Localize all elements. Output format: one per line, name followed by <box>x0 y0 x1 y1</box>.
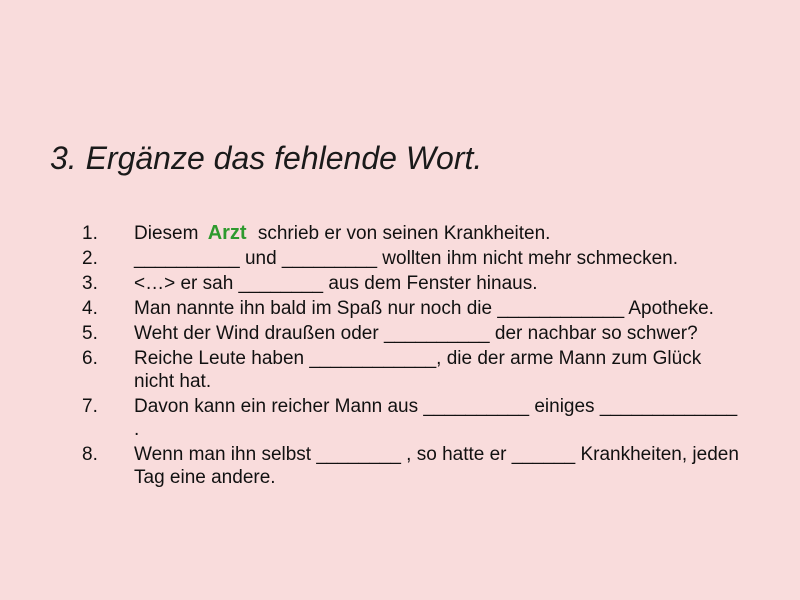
item-number: 6. <box>82 348 98 369</box>
item-text: Man nannte ihn bald im Spaß nur noch die ____________ Apotheke. <box>134 298 714 319</box>
item-text: __________ und _________ wollten ihm nicht mehr schmecken. <box>134 248 678 269</box>
exercise-list <box>0 222 800 491</box>
list-item <box>0 322 744 345</box>
item-number: 5. <box>82 323 98 344</box>
item-text-before: Diesem <box>134 223 204 244</box>
list-item <box>0 395 744 441</box>
list-item <box>0 347 744 393</box>
item-text: Wenn man ihn selbst ________ , so hatte er ______ Krankheiten, jeden Tag eine andere. <box>134 444 739 488</box>
list-item <box>0 272 744 295</box>
item-number: 8. <box>82 444 98 465</box>
item-text: Davon kann ein reicher Mann aus __________ einiges _____________ . <box>134 396 738 440</box>
item-number: 2. <box>82 248 98 269</box>
list-item <box>0 443 744 489</box>
item-number: 3. <box>82 273 98 294</box>
item-number: 4. <box>82 298 98 319</box>
filled-answer: Arzt <box>207 222 247 244</box>
item-text: Reiche Leute haben ____________, die der arme Mann zum Glück nicht hat. <box>134 348 702 392</box>
list-item <box>0 247 744 270</box>
item-text-after: schrieb er von seinen Krankheiten. <box>252 223 551 244</box>
list-item <box>0 297 744 320</box>
list-item <box>0 222 744 245</box>
item-number: 7. <box>82 396 98 417</box>
item-number: 1. <box>82 223 98 244</box>
slide-title: 3. Ergänze das fehlende Wort. <box>50 140 483 176</box>
item-text: <…> er sah ________ aus dem Fenster hinaus. <box>134 273 538 294</box>
item-text: Weht der Wind draußen oder __________ der nachbar so schwer? <box>134 323 698 344</box>
